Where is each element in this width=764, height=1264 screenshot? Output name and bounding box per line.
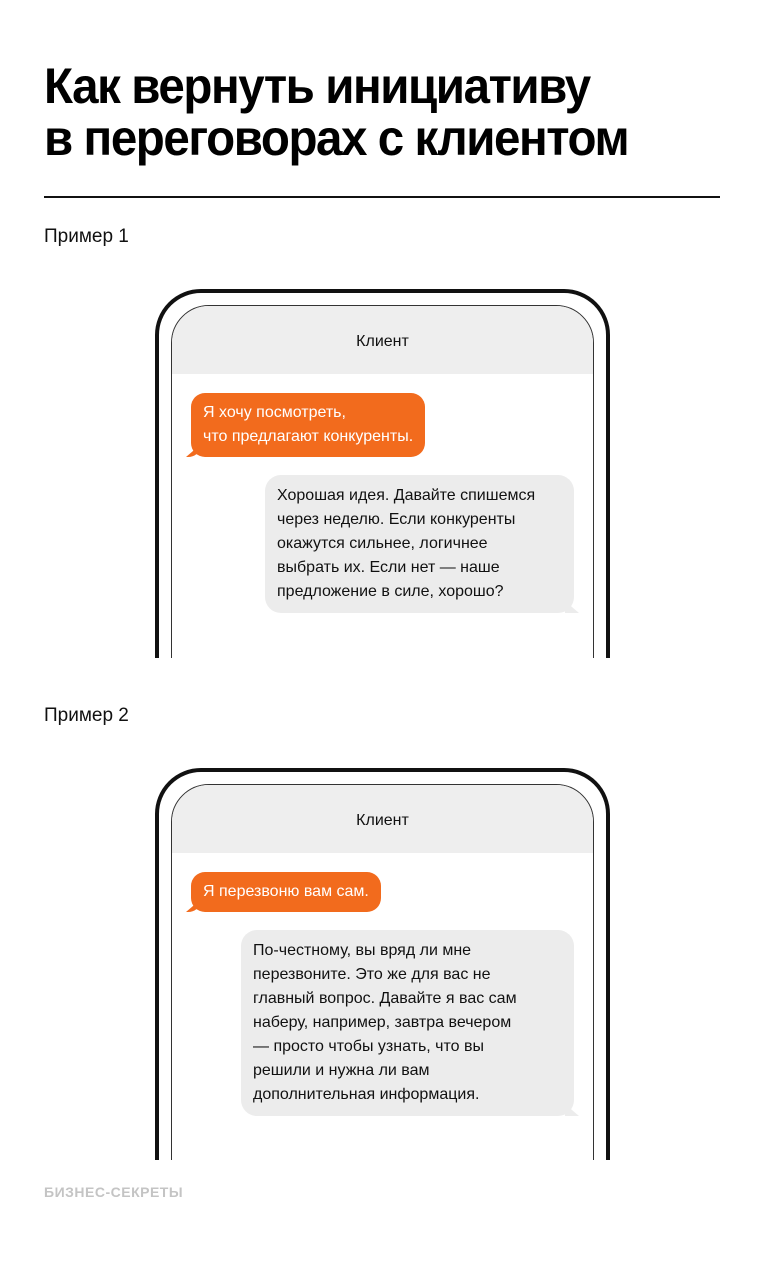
message-line: выбрать их. Если нет — наше [277, 559, 500, 576]
message-line: предложение в силе, хорошо? [277, 583, 504, 600]
phone-side-button [155, 983, 159, 1041]
brand-logo: БИЗНЕС-СЕКРЕТЫ [44, 1184, 184, 1200]
title-divider [44, 196, 720, 198]
title-line-2: в переговорах с клиентом [44, 110, 629, 166]
phone-mockup-1 [155, 289, 610, 658]
contact-name: Клиент [356, 333, 409, 350]
page-title [44, 60, 709, 164]
phone-side-button [606, 533, 610, 619]
message-line: Я хочу посмотреть, [203, 404, 346, 421]
message-line: наберу, например, завтра вечером [253, 1014, 512, 1031]
message-line: дополнительная информация. [253, 1086, 480, 1103]
example-2-label: Пример 2 [44, 705, 129, 726]
message-line: По-честному, вы вряд ли мне [253, 942, 472, 959]
chat-screen [171, 305, 594, 658]
phone-side-button [606, 1012, 610, 1100]
outgoing-message-bubble [265, 475, 574, 613]
phone-mockup-2 [155, 768, 610, 1160]
message-line: — просто чтобы узнать, что вы [253, 1038, 484, 1055]
message-line: окажутся сильнее, логичнее [277, 535, 488, 552]
phone-side-button [155, 930, 159, 960]
phone-side-button [155, 1063, 159, 1121]
incoming-message-bubble [191, 393, 425, 457]
message-line: Хорошая идея. Давайте спишемся [277, 487, 536, 504]
contact-name: Клиент [356, 812, 409, 829]
chat-screen [171, 784, 594, 1160]
outgoing-message-bubble [241, 930, 574, 1116]
example-1-label: Пример 1 [44, 226, 129, 247]
phone-side-button [155, 452, 159, 482]
message-line: перезвоните. Это же для вас не [253, 966, 491, 983]
message-line: что предлагают конкуренты. [203, 428, 414, 445]
chat-header [172, 306, 593, 374]
message-line: главный вопрос. Давайте я вас сам [253, 990, 517, 1007]
message-line: решили и нужна ли вам [253, 1062, 430, 1079]
title-line-1: Как вернуть инициативу [44, 58, 590, 114]
incoming-message-bubble [191, 872, 381, 912]
phone-side-button [155, 504, 159, 562]
chat-header [172, 785, 593, 853]
phone-side-button [155, 584, 159, 642]
message-line: Я перезвоню вам сам. [203, 883, 369, 900]
message-line: через неделю. Если конкуренты [277, 511, 516, 528]
